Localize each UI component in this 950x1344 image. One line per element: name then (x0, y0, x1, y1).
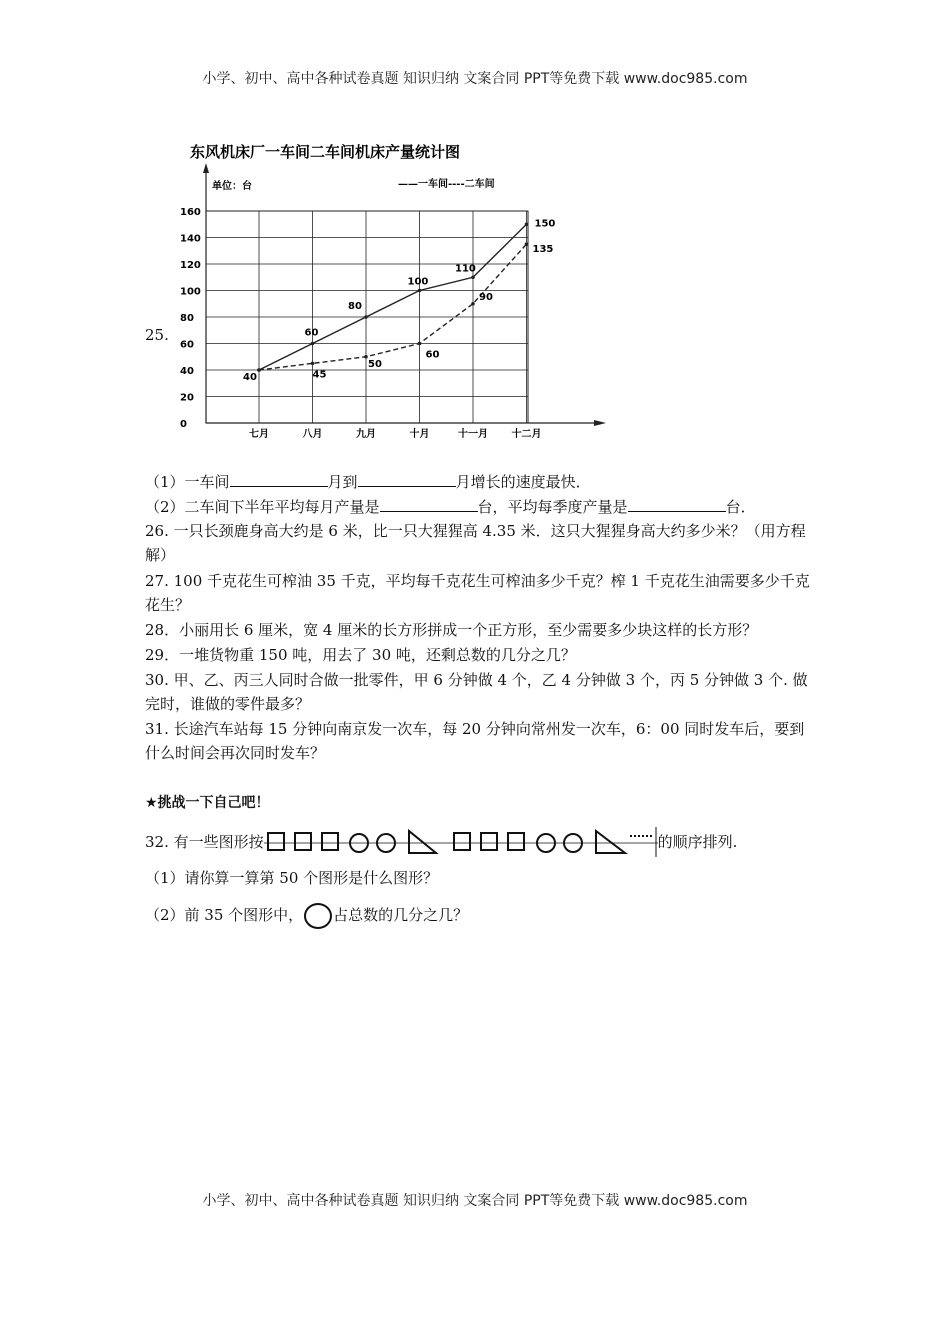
y-tick-label: 40 (180, 366, 194, 377)
answer-blank[interactable] (628, 495, 726, 512)
q32-sub2-text-b: 占总数的几分之几？ (333, 906, 469, 924)
data-label: 45 (312, 369, 327, 381)
challenge-heading: ★挑战一下自己吧！ (145, 795, 270, 811)
data-point (471, 302, 475, 306)
data-point (525, 242, 529, 246)
chart-title: 东风机床厂一车间二车间机床产量统计图 (190, 143, 461, 161)
q32-sub2-text-a: （2）前 35 个图形中， (145, 906, 304, 924)
y-tick-label: 160 (180, 207, 201, 218)
y-tick-label: 100 (180, 286, 201, 298)
x-tick-label: 十二月 (511, 429, 542, 440)
question-32 (145, 826, 737, 859)
data-label: 50 (368, 358, 382, 370)
data-label: 60 (425, 349, 440, 361)
chart-legend: ——一车间----二车间 (398, 179, 495, 190)
data-point (257, 368, 261, 372)
question-26: 26. 一只长颈鹿身高大约是 6 米，比一只大猩猩高 4.35 米．这只大猩猩身高大约多少米？（用方程解） (145, 522, 806, 564)
data-label: 135 (532, 244, 554, 256)
square-shape (481, 833, 497, 850)
question-27: 27. 100 千克花生可榨油 35 千克，平均每千克花生可榨油多少千克？榨 1 千克花生油需要多少千克花生？ (145, 572, 810, 614)
data-label: 110 (455, 263, 476, 275)
data-label: 40 (243, 372, 257, 383)
triangle-shape (596, 831, 625, 853)
y-tick-label: 120 (180, 260, 201, 271)
page-footer: 小学、初中、高中各种试卷真题 知识归纳 文案合同 PPT等免费下载 www.doc985.com (202, 1193, 748, 1209)
answer-blank[interactable] (358, 470, 456, 487)
q25-sub2-text-c: 台． (725, 498, 756, 516)
q25-sub2-text-a: （2）二车间下半年平均每月产量是 (145, 498, 380, 516)
answer-blank[interactable] (380, 495, 478, 512)
shape-sequence (264, 827, 658, 859)
data-label: 60 (304, 327, 319, 339)
data-label: 100 (407, 276, 429, 288)
data-point (471, 275, 475, 279)
triangle-shape (409, 831, 436, 853)
x-tick-label: 九月 (356, 429, 376, 440)
data-point (418, 342, 422, 346)
x-tick-label: 八月 (302, 429, 323, 440)
square-shape (295, 833, 311, 850)
square-shape (508, 833, 524, 850)
y-axis-arrow (203, 163, 209, 173)
x-tick-label: 十一月 (458, 429, 488, 440)
chart-unit-label: 单位：台 (212, 181, 252, 192)
q25-sub2-text-b: 台，平均每季度产量是 (477, 498, 628, 516)
question-25-sub2 (145, 495, 756, 519)
series-line (259, 244, 527, 370)
question-25-sub1 (145, 470, 591, 494)
data-point (311, 342, 315, 346)
question-32-sub2 (145, 900, 468, 930)
circle-icon (304, 903, 332, 929)
square-shape (322, 833, 338, 850)
q25-sub1-text-a: （1）一车间 (145, 473, 230, 491)
q25-sub1-text-c: 月增长的速度最快． (455, 473, 591, 491)
data-label: 150 (534, 218, 556, 230)
q25-sub1-text-b: 月到 (327, 473, 358, 491)
question-28: 28．小丽用长 6 厘米，宽 4 厘米的长方形拼成一个正方形，至少需要多少块这样的长方形？ (145, 621, 758, 639)
question-25-number: 25. (145, 326, 169, 344)
y-tick-label: 20 (180, 392, 194, 404)
square-shape (268, 833, 284, 850)
data-point (364, 315, 368, 319)
production-line-chart (170, 135, 610, 445)
x-axis-arrow (594, 420, 606, 426)
data-point (311, 362, 315, 366)
question-30: 30. 甲、乙、丙三人同时合做一批零件，甲 6 分钟做 4 个，乙 4 分钟做 3 个，丙 5 分钟做 3 个. 做完时，谁做的零件最多？ (145, 671, 808, 713)
question-32-sub1: （1）请你算一算第 50 个图形是什么图形？ (145, 869, 439, 887)
data-label: 90 (479, 291, 493, 303)
q32-text-b: 的顺序排列. (657, 833, 738, 851)
q32-text-a: 32. 有一些图形按 (145, 833, 264, 851)
y-tick-label: 140 (180, 233, 201, 245)
x-tick-label: 十月 (409, 429, 430, 440)
answer-blank[interactable] (230, 470, 328, 487)
square-shape (454, 833, 470, 850)
x-tick-label: 七月 (249, 429, 269, 440)
data-label: 80 (348, 301, 362, 312)
question-29: 29．一堆货物重 150 吨，用去了 30 吨，还剩总数的几分之几？ (145, 646, 576, 664)
y-tick-label: 60 (180, 339, 194, 351)
y-tick-label: 80 (180, 313, 194, 324)
question-31: 31. 长途汽车站每 15 分钟向南京发一次车，每 20 分钟向常州发一次车，6：00 同时发车后，要到什么时间会再次同时发车？ (145, 720, 805, 762)
data-point (525, 222, 529, 226)
y-tick-label: 0 (180, 419, 187, 430)
page-header: 小学、初中、高中各种试卷真题 知识归纳 文案合同 PPT等免费下载 www.doc985.com (202, 71, 748, 87)
data-point (418, 289, 422, 293)
